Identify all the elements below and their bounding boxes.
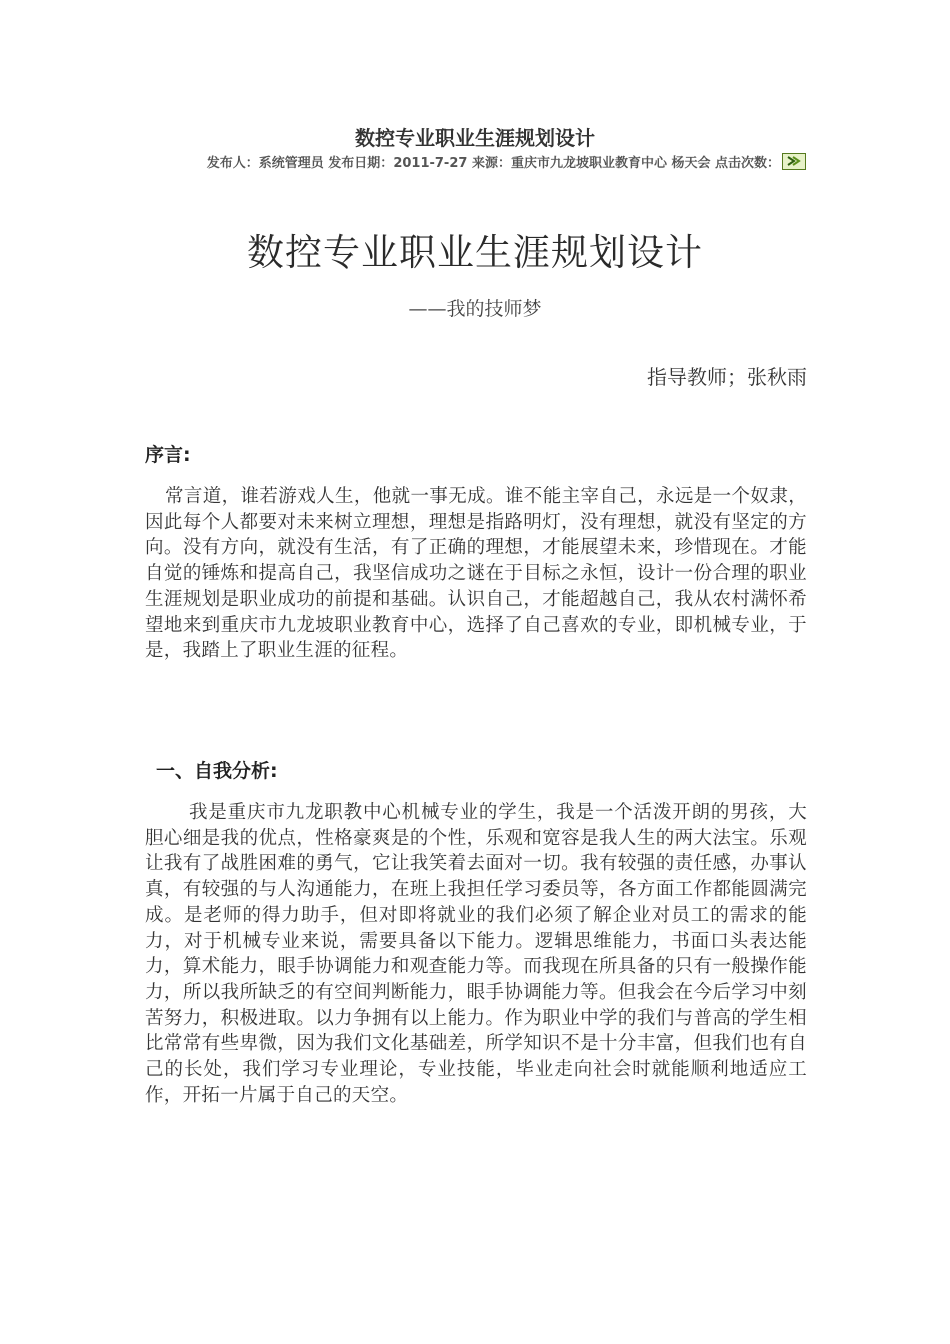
document-subtitle: ——我的技师梦 xyxy=(408,298,542,320)
advisor-line: 指导教师；张秋雨 xyxy=(647,365,807,389)
counter-icon xyxy=(782,153,806,170)
meta-prefix: 发布人：系统管理员 发布日期： xyxy=(206,156,394,171)
article-header-title: 数控专业职业生涯规划设计 xyxy=(355,126,595,150)
section-heading-preface: 序言: xyxy=(145,444,191,466)
publish-date: 2011-7-27 xyxy=(393,156,468,171)
section-heading-self-analysis: 一、自我分析: xyxy=(156,760,278,782)
document-title: 数控专业职业生涯规划设计 xyxy=(247,231,703,274)
section-body-self-analysis: 我是重庆市九龙职教中心机械专业的学生，我是一个活泼开朗的男孩，大胆心细是我的优点，性格豪爽是的个性，乐观和宽容是我人生的两大法宝。乐观让我有了战胜困难的勇气，它让我笑着去面对一切。我有较强的责任感，办事认真，有较强的与人沟通能力，在班上我担任学习委员等，各方面工作都能圆满完成。是老师的得力助手，但对即将就业的我们必须了解企业对员工的需求的能力，对于机械专业来说，需要具备以下能力。逻辑思维能力，书面口头表达能力，算术能力，眼手协调能力和观查能力等。而我现在所具备的只有一般操作能力，所以我所缺乏的有空间判断能力，眼手协调能力等。但我会在今后学习中刻苦努力，积极进取。以力争拥有以上能力。作为职业中学的我们与普高的学生相比常常有些卑微，因为我们文化基础差，所学知识不是十分丰富，但我们也有自己的长处，我们学习专业理论，专业技能，毕业走向社会时就能顺利地适应工作，开拓一片属于自己的天空。 xyxy=(145,802,807,1106)
meta-suffix: 来源：重庆市九龙坡职业教育中心 杨天会 点击次数： xyxy=(467,156,780,171)
section-body-preface: 常言道，谁若游戏人生，他就一事无成。谁不能主宰自己，永远是一个奴隶，因此每个人都要对未来树立理想，理想是指路明灯，没有理想，就没有坚定的方向。没有方向，就没有生活，有了正确的理想，才能展望未来，珍惜现在。才能自觉的锤炼和提高自己，我坚信成功之谜在于目标之永恒，设计一份合理的职业生涯规划是职业成功的前提和基础。认识自己，才能超越自己，我从农村满怀希望地来到重庆市九龙坡职业教育中心，选择了自己喜欢的专业，即机械专业，于是，我踏上了职业生涯的征程。 xyxy=(145,486,807,662)
article-meta xyxy=(146,152,806,171)
